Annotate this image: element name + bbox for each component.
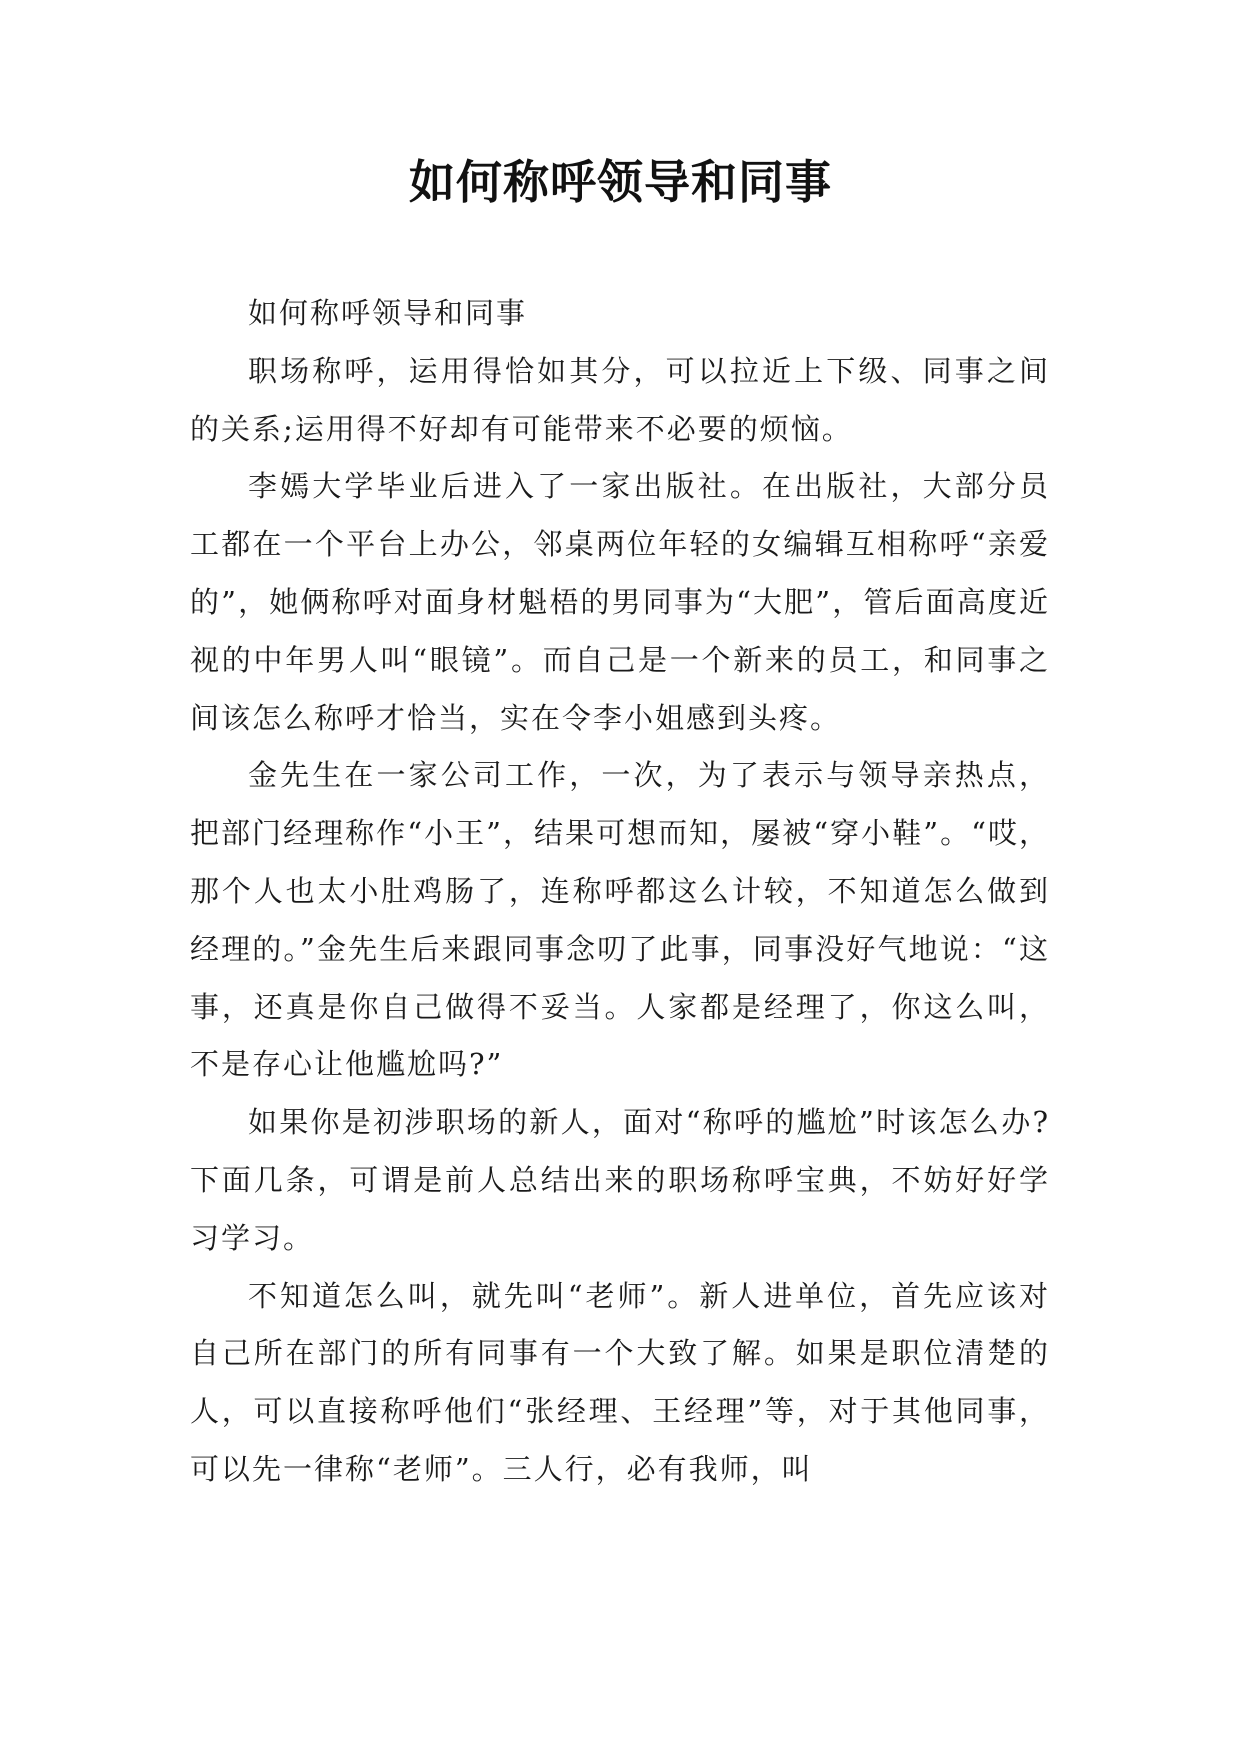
paragraph: 如何称呼领导和同事 — [248, 296, 528, 330]
paragraph: 不知道怎么叫，就先叫“老师”。新人进单位，首先应该对自己所在部门的所有同事有一个大致了解。如果是职位清楚的人，可以直接称呼他们“张经理、王经理”等，对于其他同事，可以先一律称“老师”。三人行，必有我师，叫 — [190, 1278, 1050, 1486]
paragraph: 职场称呼，运用得恰如其分，可以拉近上下级、同事之间的关系;运用得不好却有可能带来不必要的烦恼。 — [190, 353, 1050, 446]
paragraph: 如果你是初涉职场的新人，面对“称呼的尴尬”时该怎么办?下面几条，可谓是前人总结出来的职场称呼宝典，不妨好好学习学习。 — [190, 1105, 1050, 1255]
paragraph: 李嫣大学毕业后进入了一家出版社。在出版社，大部分员工都在一个平台上办公，邻桌两位年轻的女编辑互相称呼“亲爱的”，她俩称呼对面身材魁梧的男同事为“大肥”，管后面高度近视的中年男人叫“眼镜”。而自己是一个新来的员工，和同事之间该怎么称呼才恰当，实在令李小姐感到头疼。 — [190, 469, 1050, 735]
document-title: 如何称呼领导和同事 — [409, 155, 832, 209]
paragraph: 金先生在一家公司工作，一次，为了表示与领导亲热点，把部门经理称作“小王”，结果可想而知，屡被“穿小鞋”。“哎，那个人也太小肚鸡肠了，连称呼都这么计较，不知道怎么做到经理的。”金先生后来跟同事念叨了此事，同事没好气地说：“这事，还真是你自己做得不妥当。人家都是经理了，你这么叫，不是存心让他尴尬吗?” — [190, 758, 1050, 1082]
document-body — [190, 285, 1050, 1499]
